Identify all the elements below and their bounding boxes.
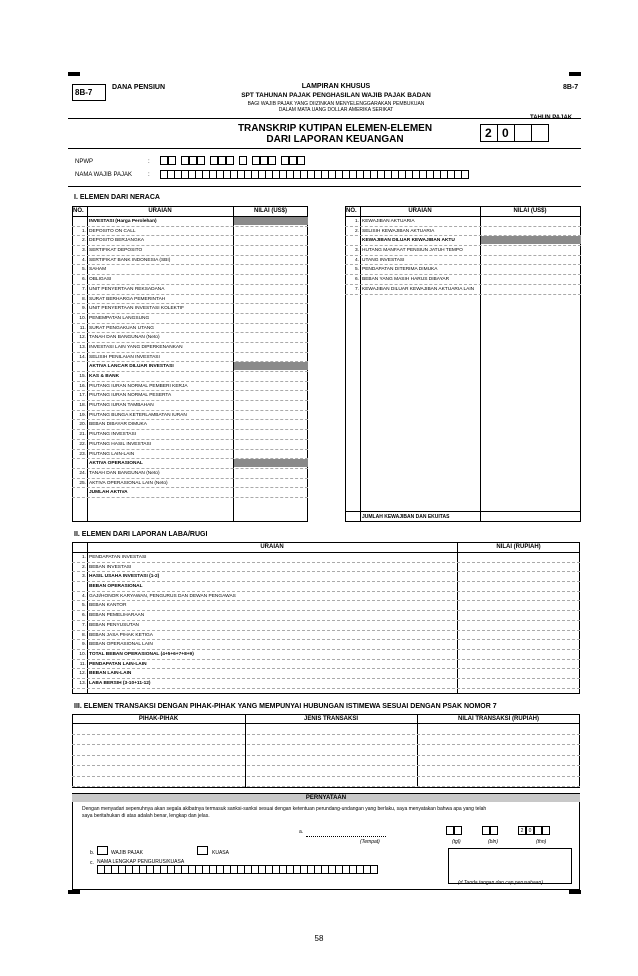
row-label: DEPOSITO ON CALL [89, 228, 136, 234]
s2-col-uraian: URAIAN [260, 544, 284, 550]
row-value-input[interactable] [458, 640, 580, 648]
row-value-input[interactable] [234, 430, 308, 438]
row-label: JUMLAH AKTIVA [89, 490, 128, 496]
table-row [72, 469, 308, 479]
row-number: 21. [79, 432, 86, 438]
pernyataan-text-1: Dengan menyadari sepenuhnya akan segala akibatnya termasuk sanksi-sanksi sesuai dengan ketentuan perundang-undangan yang berlaku, saya menyatakan bahwa apa yang telah [82, 806, 487, 812]
bln-input[interactable] [482, 826, 498, 835]
table-row [72, 488, 308, 498]
row-label: AKTIVA OPERASIONAL [89, 461, 143, 467]
thn-digit-1: 2 [518, 826, 526, 835]
row-value-input[interactable] [234, 391, 308, 399]
row-label: SELISIH PENILAIAN INVESTASI [89, 354, 160, 360]
pernyataan-b: b. [90, 850, 95, 856]
table-row [345, 246, 581, 256]
s1-left-col-no: NO. [73, 208, 84, 214]
corner-mark-bl [68, 890, 80, 894]
table-row[interactable] [72, 777, 580, 788]
row-value-input[interactable] [234, 411, 308, 419]
row-number: 5. [81, 267, 86, 273]
signature-box[interactable] [448, 848, 572, 884]
table-row[interactable] [72, 745, 580, 756]
row-value-input[interactable] [234, 256, 308, 264]
row-label: LABA BERSIH (3-10+11-12) [89, 680, 151, 686]
row-number: 3. [81, 574, 86, 580]
char-cell[interactable] [461, 170, 469, 179]
table-row [72, 372, 308, 382]
row-number: 24. [79, 470, 86, 476]
neraca-left-rows [72, 217, 308, 498]
row-value-input[interactable] [234, 401, 308, 409]
table-row [72, 660, 580, 670]
page-number: 58 [314, 934, 324, 943]
table-row [345, 265, 581, 275]
row-label: SERTIFIKAT DEPOSITO [89, 248, 143, 254]
row-value-input[interactable] [481, 256, 581, 264]
row-label: PIUTANG LAIN-LAIN [89, 451, 135, 457]
row-label: KAS & BANK [89, 374, 120, 379]
row-value-input[interactable] [234, 265, 308, 273]
row-number: 10. [79, 315, 86, 321]
row-label: PIUTANG HASIL INVESTASI [89, 441, 152, 447]
row-value-input[interactable] [458, 660, 580, 668]
table-row [72, 343, 308, 353]
thn-digit-2: 0 [526, 826, 534, 835]
title-spt: SPT TAHUNAN PAJAK PENGHASILAN WAJIB PAJAK BADAN [241, 92, 431, 99]
nama-lengkap-label: NAMA LENGKAP PENGURUS/KUASA [97, 859, 185, 865]
row-number: 19. [79, 412, 86, 418]
row-number: 3. [81, 248, 86, 254]
row-label: UNIT PENYERTAAN INVESTASI KOLEKTIF [89, 306, 185, 312]
row-value-input[interactable] [234, 469, 308, 477]
row-number: 5. [354, 267, 359, 273]
row-value-input[interactable] [234, 227, 308, 235]
row-value-input[interactable] [234, 440, 308, 448]
table-row [72, 440, 308, 450]
row-label: PIUTANG IURAN TAMBAHAN [89, 403, 154, 409]
wajib-pajak-label: WAJIB PAJAK [111, 850, 143, 856]
table-row [72, 256, 308, 266]
row-number: 2. [354, 228, 359, 234]
section2-title: II. ELEMEN DARI LAPORAN LABA/RUGI [74, 531, 208, 538]
row-label: BEBAN OPERASIONAL [89, 584, 143, 590]
row-value-input[interactable] [458, 553, 580, 561]
table-row [72, 601, 580, 611]
table-row [72, 382, 308, 392]
table-row [72, 285, 308, 295]
row-number: 12. [79, 335, 86, 341]
tgl-input[interactable] [446, 826, 462, 835]
row-number: 15. [79, 374, 86, 379]
table-row [72, 324, 308, 334]
table-row [72, 362, 308, 372]
row-label: BEBAN PEMELIHARAAN [89, 613, 145, 619]
row-label: INVESTASI (Harga Perolehan) [89, 219, 157, 224]
table-row [345, 217, 581, 227]
row-number: 8. [81, 632, 86, 638]
row-label: PENDAPATAN INVESTASI [89, 555, 147, 560]
table-row [72, 304, 308, 314]
category-label: DANA PENSIUN [112, 84, 166, 91]
row-value-input[interactable] [458, 601, 580, 609]
row-label: BEBAN OPERASIONAL LAIN [89, 642, 153, 648]
s3-col-nilai: NILAI TRANSAKSI (RUPIAH) [458, 716, 539, 722]
row-value-input[interactable] [458, 621, 580, 629]
table-row [345, 227, 581, 237]
row-label: PIUTANG INVESTASI [89, 432, 136, 438]
table-row [72, 227, 308, 237]
row-number: 8. [81, 296, 86, 302]
title-bagi: BAGI WAJIB PAJAK YANG DIIZINKAN MENYELENGGARAKAN PEMBUKUAN [247, 101, 425, 107]
table-row [72, 353, 308, 363]
row-label: KEWAJIBAN DILUAR KEWAJIBAN AKTUARIA LAIN [362, 286, 475, 292]
row-label: BEBAN PENYUSUTAN [89, 622, 140, 628]
row-label: INVESTASI LAIN YANG DIPERKENANKAN [89, 344, 183, 350]
row-number: 18. [79, 403, 86, 409]
table-row [72, 640, 580, 650]
year-box-3[interactable] [514, 124, 532, 142]
neraca-right-rows [345, 217, 581, 295]
row-number: 6. [81, 277, 86, 283]
table-row [72, 582, 580, 592]
wajib-pajak-checkbox[interactable] [97, 846, 108, 855]
table-row [345, 275, 581, 285]
table-row [72, 553, 580, 563]
table-row [72, 572, 580, 582]
row-value-input[interactable] [234, 372, 308, 380]
row-value-input[interactable] [234, 459, 308, 467]
row-value-input[interactable] [481, 227, 581, 235]
right-total-label: JUMLAH KEWAJIBAN DAN EKUITAS [362, 514, 450, 520]
row-label: GAJI/HONOR KARYAWAN, PENGURUS DAN DEWAN PENGAWAS [89, 593, 236, 599]
table-row[interactable] [72, 756, 580, 767]
title-dalam: DALAM MATA UANG DOLLAR AMERIKA SERIKAT [278, 107, 394, 113]
row-label: BEBAN LAIN-LAIN [89, 671, 132, 677]
row-value-input[interactable] [234, 246, 308, 254]
row-value-input[interactable] [234, 333, 308, 341]
table-row [72, 265, 308, 275]
row-label: PIUTANG IURAN NORMAL PESERTA [89, 393, 172, 399]
nama-wp-colon: : [148, 172, 150, 178]
npwp-input[interactable] [160, 156, 305, 165]
signature-caption: (d Tanda tangan dan cap perusahaan) [458, 880, 543, 886]
table-row [72, 650, 580, 660]
s2-col-nilai: NILAI (RUPIAH) [496, 544, 541, 550]
table-row [72, 401, 308, 411]
table-row [345, 285, 581, 295]
row-number: 1. [81, 228, 86, 234]
row-number: 1. [354, 219, 359, 224]
row-label: HUTANG MANFAAT PENSIUN JATUH TEMPO [362, 248, 463, 254]
pernyataan-c: c. [90, 860, 94, 866]
row-value-input[interactable] [458, 572, 580, 580]
row-value-input[interactable] [234, 382, 308, 390]
row-number: 6. [354, 277, 359, 283]
table-row [72, 246, 308, 256]
corner-mark-tl [68, 72, 80, 76]
section3-title: III. ELEMEN TRANSAKSI DENGAN PIHAK-PIHAK YANG MEMPUNYAI HUBUNGAN ISTIMEWA SESUAI DENGAN PSAK NOMOR 7 [74, 703, 497, 710]
table-row [345, 236, 581, 246]
table-row [72, 411, 308, 421]
row-label: TOTAL BEBAN OPERASIONAL (4+5+6+7+8+9) [89, 651, 194, 657]
row-label: UNIT PENYERTAAN REKSADANA [89, 286, 165, 292]
table-row [72, 563, 580, 573]
pernyataan-a: a. [299, 829, 304, 835]
row-label: SAHAM [89, 267, 107, 273]
s1-right-col-nilai: NILAI (US$) [513, 208, 547, 214]
table-row [72, 631, 580, 641]
form-code-left: 8B-7 [75, 88, 93, 97]
row-label: HASIL USAHA INVESTASI (1-2) [89, 574, 160, 580]
table-row [72, 420, 308, 430]
row-number: 16. [79, 383, 86, 389]
form-code-right: 8B-7 [563, 84, 579, 91]
year-digit-1: 2 [485, 126, 492, 140]
row-value-input[interactable] [234, 324, 308, 332]
row-label: SERTIFIKAT BANK INDONESIA (SBI) [89, 257, 171, 263]
row-number: 2. [81, 238, 86, 244]
row-value-input[interactable] [234, 295, 308, 303]
row-value-input[interactable] [481, 265, 581, 273]
row-value-input[interactable] [458, 631, 580, 639]
row-number: 1. [81, 555, 86, 560]
row-number: 4. [81, 257, 86, 263]
row-number: 7. [81, 286, 86, 292]
main-title-2: DARI LAPORAN KEUANGAN [266, 134, 404, 145]
row-label: PENDAPATAN LAIN-LAIN [89, 661, 147, 667]
row-number: 7. [81, 622, 86, 628]
char-cell[interactable] [370, 865, 378, 874]
tempat-field[interactable] [306, 836, 386, 837]
year-box-4[interactable] [531, 124, 549, 142]
row-label: DEPOSITO BERJANGKA [89, 238, 145, 244]
row-number: 17. [79, 393, 86, 399]
row-value-input[interactable] [234, 304, 308, 312]
row-label: PIUTANG IURAN NORMAL PEMBERI KERJA [89, 383, 188, 389]
row-label: BEBAN DIBAYAR DIMUKA [89, 422, 147, 428]
row-value-input[interactable] [481, 236, 581, 244]
table-row [72, 621, 580, 631]
row-value-input[interactable] [458, 650, 580, 658]
row-label: TANAH DAN BANGUNAN (Neto) [89, 470, 160, 476]
row-label: SURAT PENGAKUAN UTANG [89, 325, 155, 331]
row-value-input[interactable] [458, 582, 580, 590]
s1-left-col-uraian: URAIAN [148, 208, 172, 214]
row-label: BEBAN KANTOR [89, 603, 127, 609]
table-row [345, 256, 581, 266]
title-lampiran: LAMPIRAN KHUSUS [301, 83, 371, 90]
table-row [72, 217, 308, 227]
row-label: BEBAN YANG MASIH HARUS DIBAYAR [362, 277, 450, 283]
row-value-input[interactable] [458, 592, 580, 600]
row-label: SURAT BERHARGA PEMERINTAH [89, 296, 166, 302]
year-digit-2: 0 [502, 126, 509, 140]
laba-rugi-rows [72, 553, 580, 689]
table-row [72, 679, 580, 689]
row-label: AKTIVA OPERASIONAL LAIN (Neto) [89, 480, 168, 486]
row-number: 4. [354, 257, 359, 263]
row-value-input[interactable] [234, 450, 308, 458]
row-number: 23. [79, 451, 86, 457]
table-row[interactable] [72, 724, 580, 735]
corner-mark-br [569, 890, 581, 894]
bln-label: (bln) [488, 839, 499, 845]
row-label: KEWAJIBAN AKTUARIA [362, 219, 415, 224]
table-row [72, 669, 580, 679]
row-number: 13. [79, 344, 86, 350]
kuasa-checkbox[interactable] [197, 846, 208, 855]
row-label: TANAH DAN BANGUNAN (Neto) [89, 335, 160, 341]
s1-right-col-no: NO. [346, 208, 357, 214]
row-number: 5. [81, 603, 86, 609]
table-row [72, 459, 308, 469]
row-value-input[interactable] [481, 246, 581, 254]
row-value-input[interactable] [458, 611, 580, 619]
row-number: 9. [81, 306, 86, 312]
row-number: 25. [79, 480, 86, 486]
table-row [72, 275, 308, 285]
row-label: PENDAPATAN DITERIMA DIMUKA [362, 267, 438, 273]
table-row [72, 592, 580, 602]
corner-mark-tr [569, 72, 581, 76]
table-row[interactable] [72, 766, 580, 777]
row-value-input[interactable] [481, 285, 581, 293]
row-number: 14. [79, 354, 86, 360]
row-label: OBLIGASI [89, 277, 112, 283]
table-row [72, 236, 308, 246]
nama-wp-input[interactable] [160, 170, 468, 179]
row-label: PIUTANG BUNGA KETERLAMBATAN IURAN [89, 412, 187, 418]
row-value-input[interactable] [481, 217, 581, 225]
row-number: 3. [354, 248, 359, 254]
row-number: 12. [79, 671, 86, 677]
kuasa-label: KUASA [212, 850, 229, 856]
hubungan-istimewa-rows [72, 724, 580, 787]
tempat-label: (Tempat) [360, 839, 380, 845]
table-row [72, 450, 308, 460]
row-number: 13. [79, 680, 86, 686]
thn-label: (thn) [536, 839, 547, 845]
table-row [72, 391, 308, 401]
table-row [72, 611, 580, 621]
row-label: BEBAN INVESTASI [89, 564, 132, 570]
tahun-pajak-label: TAHUN PAJAK [530, 115, 573, 121]
row-number: 7. [354, 286, 359, 292]
row-value-input[interactable] [234, 217, 308, 225]
row-label: UTANG INVESTASI [362, 257, 405, 263]
row-value-input[interactable] [234, 420, 308, 428]
table-row [72, 333, 308, 343]
table-row [72, 430, 308, 440]
row-label: BEBAN JASA PIHAK KETIGA [89, 632, 153, 638]
table-row [72, 479, 308, 489]
thn-input[interactable] [518, 826, 550, 835]
row-value-input[interactable] [234, 488, 308, 496]
nama-lengkap-input[interactable] [97, 865, 377, 874]
pernyataan-title: PERNYATAAN [305, 795, 347, 801]
row-label: AKTIVA LANCAR DILUAR INVESTASI [89, 364, 174, 370]
table-row [72, 314, 308, 324]
row-number: 4. [81, 593, 86, 599]
row-number: 11. [79, 325, 86, 331]
s3-col-pihak: PIHAK-PIHAK [138, 716, 179, 722]
row-value-input[interactable] [458, 669, 580, 677]
row-number: 22. [79, 441, 86, 447]
row-number: 2. [81, 564, 86, 570]
main-title-1: TRANSKRIP KUTIPAN ELEMEN-ELEMEN [237, 123, 433, 134]
row-number: 6. [81, 613, 86, 619]
section1-title: I. ELEMEN DARI NERACA [74, 194, 160, 201]
table-row[interactable] [72, 735, 580, 746]
s3-col-jenis: JENIS TRANSAKSI [303, 716, 358, 722]
row-value-input[interactable] [234, 275, 308, 283]
row-value-input[interactable] [234, 353, 308, 361]
row-number: 10. [79, 651, 86, 657]
row-number: 20. [79, 422, 86, 428]
row-value-input[interactable] [458, 563, 580, 571]
row-value-input[interactable] [481, 275, 581, 283]
row-value-input[interactable] [234, 362, 308, 370]
row-number: 9. [81, 642, 86, 648]
table-row [72, 295, 308, 305]
npwp-colon: : [148, 159, 150, 165]
row-label: PENEMPATAN LANGSUNG [89, 315, 150, 321]
nama-wp-label: NAMA WAJIB PAJAK [75, 172, 133, 178]
row-label: KEWAJIBAN DILUAR KEWAJIBAN AKTU [362, 238, 455, 244]
row-number: 11. [79, 661, 86, 667]
row-value-input[interactable] [234, 285, 308, 293]
row-value-input[interactable] [234, 236, 308, 244]
tgl-label: (tgl) [452, 839, 461, 845]
row-value-input[interactable] [458, 679, 580, 687]
npwp-label: NPWP [75, 159, 93, 165]
row-label: SELISIH KEWAJIBAN AKTUARIA [362, 228, 435, 234]
row-value-input[interactable] [234, 314, 308, 322]
s1-right-col-uraian: URAIAN [408, 208, 432, 214]
row-value-input[interactable] [234, 343, 308, 351]
pernyataan-text-2: saya beritahukan di atas adalah benar, lengkap dan jelas. [82, 813, 210, 819]
s1-left-col-nilai: NILAI (US$) [254, 208, 287, 214]
row-value-input[interactable] [234, 479, 308, 487]
